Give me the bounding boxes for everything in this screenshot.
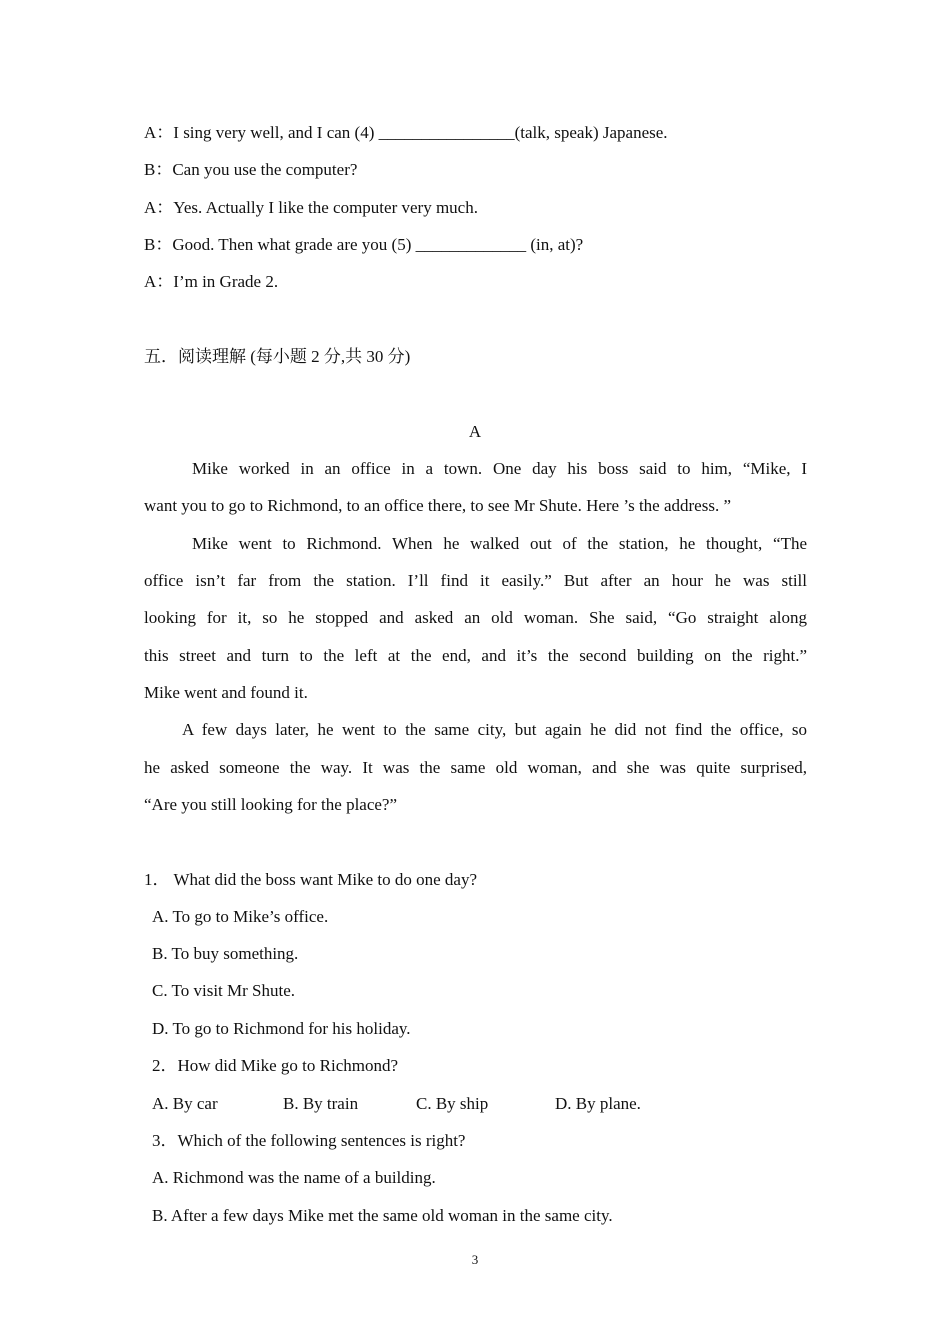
question-2-option-b: B. By train	[283, 1094, 359, 1113]
question-3-option-b: B. After a few days Mike met the same old woman in the same city.	[152, 1206, 613, 1225]
question-3-option-a: A. Richmond was the name of a building.	[152, 1168, 436, 1187]
section-heading: 五．阅读理解 (每小题 2 分,共 30 分)	[144, 347, 411, 366]
question-2-option-d: D. By plane.	[555, 1094, 641, 1113]
page-number: 3	[471, 1252, 479, 1267]
passage-line: “Are you still looking for the place?”	[144, 795, 398, 814]
dialogue-line-a2: A：Yes. Actually I like the computer very much.	[144, 198, 478, 217]
passage-line: want you to go to Richmond, to an office there, to see Mr Shute. Here ’s the address. ”	[144, 496, 731, 515]
dialogue-line-b1: B：Can you use the computer?	[144, 160, 358, 179]
question-3-stem: 3．Which of the following sentences is right?	[152, 1131, 466, 1150]
passage-line: office isn’t far from the station. I’ll find it easily.” But after an hour he was still	[144, 571, 807, 590]
question-1-stem: 1． What did the boss want Mike to do one day?	[144, 870, 478, 889]
passage-label: A	[468, 422, 482, 441]
passage-line: this street and turn to the left at the end, and it’s the second building on the right.”	[144, 646, 807, 665]
passage-line: he asked someone the way. It was the same old woman, and she was quite surprised,	[144, 758, 807, 777]
dialogue-line-a1: A：I sing very well, and I can (4) ________________(talk, speak) Japanese.	[144, 123, 668, 142]
question-1-option-a: A. To go to Mike’s office.	[152, 907, 329, 926]
passage-line: Mike worked in an office in a town. One day his boss said to him, “Mike, I	[192, 459, 807, 478]
dialogue-line-a3: A：I’m in Grade 2.	[144, 272, 279, 291]
question-1-option-b: B. To buy something.	[152, 944, 299, 963]
question-2-option-c: C. By ship	[416, 1094, 489, 1113]
question-1-option-c: C. To visit Mr Shute.	[152, 981, 296, 1000]
question-1-option-d: D. To go to Richmond for his holiday.	[152, 1019, 411, 1038]
passage-line: looking for it, so he stopped and asked an old woman. She said, “Go straight along	[144, 608, 807, 627]
passage-line: Mike went to Richmond. When he walked out of the station, he thought, “The	[192, 534, 807, 553]
passage-line: A few days later, he went to the same city, but again he did not find the office, so	[182, 720, 807, 739]
dialogue-line-b2: B：Good. Then what grade are you (5) _____________ (in, at)?	[144, 235, 584, 254]
question-2-stem: 2．How did Mike go to Richmond?	[152, 1056, 399, 1075]
passage-line: Mike went and found it.	[144, 683, 308, 702]
question-2-option-a: A. By car	[152, 1094, 218, 1113]
